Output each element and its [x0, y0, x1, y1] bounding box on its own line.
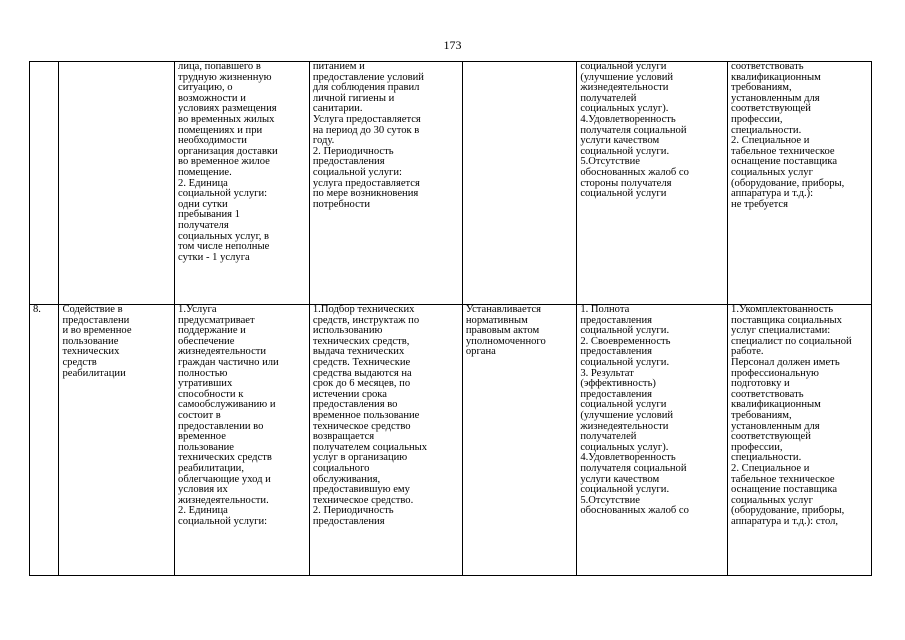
cell-service-description: 1.Услуга предусматривает поддержание и обеспечение жизнедеятельности граждан частично или полностью утративших способности к самообслуживанию и состоит в предоставлении во временное пользование технических средств реабилитации, облегчающие уход и условия их жизнедеятельности. 2. Единица социальной услуги:: [175, 305, 310, 576]
cell-number: [30, 62, 59, 305]
cell-provision-conditions: соответствовать квалификационным требованиям, установленным для соответствующей профессии, специальности. 2. Специальное и табельное техническое оснащение поставщика социальных услуг (оборудование, приборы, аппаратура и т.д.): не требуется: [728, 62, 872, 305]
cell-service-description: лица, попавшего в трудную жизненную ситуацию, о возможности и условиях размещения во временных жилых помещениях и при необходимости организация доставки во временное жилое помещение. 2. Единица социальной услуги: одни сутки пребывания 1 получателя социальных услуг, в том числе неполные сутки - 1 услуга: [175, 62, 310, 305]
table-row: [30, 62, 872, 305]
cell-tariff: Устанавливается нормативным правовым актом уполномоченного органа: [462, 305, 576, 576]
cell-tariff: [462, 62, 576, 305]
cell-service-name: Содействие в предоставлени и во временное пользование технических средств реабилитации: [59, 305, 175, 576]
cell-service-terms: питанием и предоставление условий для соблюдения правил личной гигиены и санитарии. Услуга предоставляется на период до 30 суток в году. 2. Периодичность предоставления социальной услуги: услуга предоставляется по мере возникновения потребности: [309, 62, 462, 305]
services-table: [29, 61, 872, 576]
cell-quality-indicators: социальной услуги (улучшение условий жизнедеятельности получателей социальных услуг). 4.Удовлетворенность получателя социальной услуги качеством социальной услуги. 5.Отсутствие обоснованных жалоб со стороны получателя социальной услуги: [577, 62, 728, 305]
cell-service-name: [59, 62, 175, 305]
cell-number: 8.: [30, 305, 59, 576]
cell-service-terms: 1.Подбор технических средств, инструктаж по использованию технических средств, выдача технических средств. Технические средства выдаются на срок до 6 месяцев, по истечении срока предоставления во временное пользование техническое средство возвращается получателем социальных услуг в организацию социального обслуживания, предоставившую ему техническое средство. 2. Периодичность предоставления: [309, 305, 462, 576]
page-number: 173: [443, 38, 462, 52]
cell-quality-indicators: 1. Полнота предоставления социальной услуги. 2. Своевременность предоставления социальной услуги. 3. Результат (эффективность) предоставления социальной услуги (улучшение условий жизнедеятельности получателей социальных услуг). 4.Удовлетворенность получателя социальной услуги качеством социальной услуги. 5.Отсутствие обоснованных жалоб со: [577, 305, 728, 576]
cell-provision-conditions: 1.Укомплектованность поставщика социальных услуг специалистами: специалист по социальной работе. Персонал должен иметь профессиональную подготовку и соответствовать квалификационным требованиям, установленным для соответствующей профессии, специальности. 2. Специальное и табельное техническое оснащение поставщика социальных услуг (оборудование, приборы, аппаратура и т.д.): стол,: [728, 305, 872, 576]
table-row: [30, 305, 872, 576]
